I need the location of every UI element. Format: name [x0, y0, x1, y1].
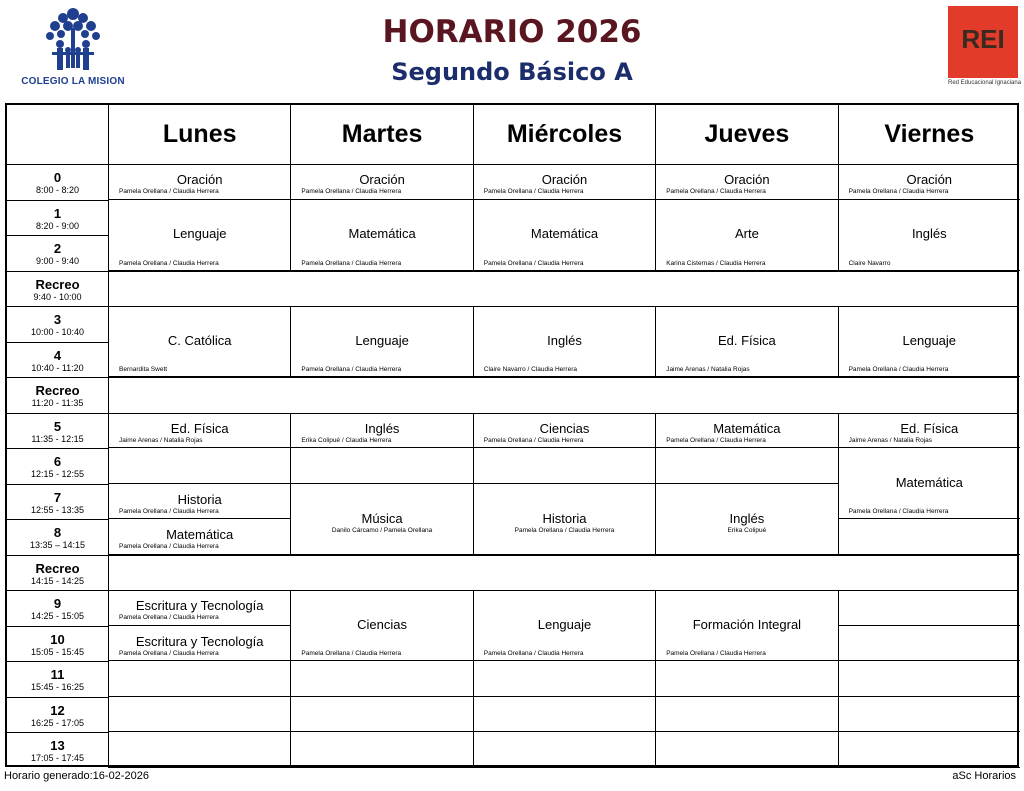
lesson-teacher: Pamela Orellana / Claudia Herrera — [301, 188, 402, 195]
period-number: Recreo — [35, 383, 80, 398]
lesson-teacher: Pamela Orellana / Claudia Herrera — [483, 650, 584, 657]
rei-caption: Red Educacional Ignaciana — [948, 80, 1022, 86]
row-divider — [7, 235, 108, 236]
lesson-cell — [838, 697, 1020, 733]
lesson-cell — [655, 590, 837, 661]
lesson-cell — [108, 413, 290, 449]
lesson-subject: Escritura y Tecnología — [135, 633, 264, 649]
period-time: 12:15 - 12:55 — [30, 469, 85, 479]
lesson-subject: Inglés — [911, 226, 947, 241]
lesson-cell — [290, 306, 472, 377]
lesson-cell — [473, 448, 655, 484]
lesson-subject: Oración — [176, 172, 223, 187]
lesson-teacher: Pamela Orellana / Claudia Herrera — [119, 614, 219, 621]
period-number: 4 — [53, 347, 62, 363]
lesson-teacher: Pamela Orellana / Claudia Herrera — [666, 650, 766, 657]
lesson-teacher: Pamela Orellana / Claudia Herrera — [119, 543, 219, 550]
lesson-cell — [473, 484, 655, 555]
lesson-subject: C. Católica — [167, 332, 232, 348]
lesson-cell — [290, 661, 472, 697]
lesson-subject: Arte — [734, 226, 759, 241]
lesson-cell — [838, 661, 1020, 697]
lesson-cell — [473, 732, 655, 768]
lesson-cell — [290, 164, 472, 200]
lesson-teacher: Jaime Arenas / Natalia Rojas — [666, 366, 750, 373]
period-number: 1 — [53, 205, 62, 221]
lesson-subject: Matemática — [348, 226, 416, 241]
lesson-teacher: Pamela Orellana / Claudia Herrera — [483, 188, 584, 195]
lesson-cell — [655, 661, 837, 697]
lesson-subject: Formación Integral — [692, 616, 802, 632]
lesson-teacher: Pamela Orellana / Claudia Herrera — [119, 507, 219, 515]
lesson-teacher: Jaime Arenas / Natalia Rojas — [119, 436, 203, 444]
recess-divider — [108, 377, 1017, 378]
lesson-teacher: Pamela Orellana / Claudia Herrera — [483, 259, 584, 267]
period-time: 8:20 - 9:00 — [35, 220, 80, 231]
row-divider — [7, 200, 108, 201]
period-number: 9 — [53, 596, 62, 611]
lesson-teacher: Bernardita Swett — [119, 366, 168, 373]
lesson-teacher: Pamela Orellana / Claudia Herrera — [848, 508, 949, 515]
lesson-subject: Ed. Física — [717, 332, 776, 348]
period-label — [7, 200, 108, 236]
day-header-2: Miércoles — [473, 105, 655, 164]
period-time: 16:25 - 17:05 — [30, 717, 85, 728]
lesson-cell — [290, 590, 472, 661]
lesson-subject: Oración — [541, 172, 588, 187]
lesson-cell — [108, 200, 290, 271]
lesson-teacher: Erika Colipué / Claudia Herrera — [301, 436, 392, 444]
lesson-cell — [108, 626, 290, 662]
lesson-subject: Matemática — [166, 527, 234, 542]
lesson-subject: Ed. Física — [900, 420, 959, 436]
lesson-cell — [108, 661, 290, 697]
lesson-subject: Matemática — [713, 420, 781, 436]
lesson-cell — [108, 590, 290, 626]
lesson-cell — [655, 484, 837, 555]
period-label — [7, 413, 108, 449]
period-number: 6 — [53, 454, 62, 469]
day-header-0: Lunes — [108, 105, 290, 164]
lesson-cell — [290, 484, 472, 555]
lesson-cell — [838, 164, 1020, 200]
lesson-cell — [108, 519, 290, 555]
lesson-subject: Inglés — [729, 511, 765, 526]
lesson-subject: Historia — [177, 491, 222, 507]
lesson-teacher: Pamela Orellana / Claudia Herrera — [848, 366, 949, 373]
period-number: Recreo — [35, 560, 80, 576]
lesson-cell — [290, 413, 472, 449]
row-divider — [7, 448, 108, 449]
period-label — [7, 377, 108, 413]
lesson-cell — [838, 306, 1020, 377]
period-time: 11:20 - 11:35 — [31, 398, 84, 408]
lesson-cell — [655, 413, 837, 449]
row-divider — [7, 697, 108, 698]
period-label — [7, 661, 108, 697]
period-number: 13 — [50, 738, 65, 753]
lesson-teacher: Pamela Orellana / Claudia Herrera — [666, 436, 766, 444]
lesson-cell — [473, 661, 655, 697]
lesson-teacher: Jaime Arenas / Natalia Rojas — [848, 436, 933, 444]
lesson-teacher: Erika Colipué — [727, 527, 767, 534]
lesson-cell — [838, 448, 1020, 519]
period-time: 15:45 - 16:25 — [30, 682, 85, 692]
period-label — [7, 590, 108, 626]
period-label — [7, 164, 108, 200]
row-divider — [7, 732, 108, 733]
lesson-cell — [290, 448, 472, 484]
recess-divider — [108, 555, 1017, 556]
rei-logo — [948, 6, 1020, 90]
lesson-subject: Lenguaje — [537, 616, 592, 632]
lesson-cell — [473, 697, 655, 733]
lesson-subject: Lenguaje — [355, 332, 409, 348]
lesson-cell — [473, 164, 655, 200]
period-number: 7 — [53, 489, 62, 505]
lesson-subject: Inglés — [364, 420, 400, 436]
period-number: 5 — [53, 418, 62, 434]
period-time: 8:00 - 8:20 — [35, 185, 80, 195]
row-divider — [7, 626, 108, 627]
lesson-cell — [655, 697, 837, 733]
period-label — [7, 342, 108, 378]
generated-date: Horario generado:16-02-2026 — [4, 770, 149, 782]
lesson-teacher: Danilo Cárcamo / Pamela Orellana — [331, 527, 433, 534]
period-label — [7, 732, 108, 768]
period-label — [7, 626, 108, 662]
day-header-1: Martes — [290, 105, 472, 164]
page-subtitle: Segundo Básico A — [391, 58, 633, 86]
lesson-cell — [108, 448, 290, 484]
period-label — [7, 484, 108, 520]
lesson-cell — [838, 413, 1020, 449]
period-time: 14:15 - 14:25 — [30, 575, 85, 586]
lesson-cell — [838, 200, 1020, 271]
period-time: 10:00 - 10:40 — [30, 327, 85, 337]
period-number: 12 — [50, 702, 65, 718]
row-divider — [7, 342, 108, 343]
timetable-grid — [5, 103, 1019, 767]
row-divider — [7, 484, 108, 485]
lesson-cell — [655, 732, 837, 768]
period-number: 11 — [50, 667, 65, 682]
row-divider — [7, 271, 108, 272]
lesson-subject: Escritura y Tecnología — [135, 598, 264, 613]
lesson-cell — [655, 306, 837, 377]
school-name: COLEGIO LA MISION — [21, 76, 125, 87]
lesson-cell — [108, 164, 290, 200]
lesson-subject: Lenguaje — [902, 332, 957, 348]
period-label — [7, 697, 108, 733]
period-number: 3 — [53, 312, 62, 327]
lesson-teacher: Pamela Orellana / Claudia Herrera — [301, 650, 402, 657]
lesson-cell — [290, 200, 472, 271]
lesson-teacher: Pamela Orellana / Claudia Herrera — [514, 527, 615, 534]
period-time: 17:05 - 17:45 — [30, 753, 85, 763]
lesson-cell — [838, 626, 1020, 662]
lesson-cell — [473, 413, 655, 449]
period-time: 14:25 - 15:05 — [30, 611, 85, 621]
lesson-subject: Música — [361, 511, 403, 526]
rei-logo-text: REI — [961, 24, 1005, 54]
lesson-cell — [108, 697, 290, 733]
lesson-teacher: Claire Navarro / Claudia Herrera — [483, 366, 577, 373]
lesson-subject: Ed. Física — [170, 420, 229, 436]
lesson-subject: Ciencias — [357, 616, 408, 632]
period-label — [7, 448, 108, 484]
lesson-cell — [108, 306, 290, 377]
lesson-cell — [473, 306, 655, 377]
lesson-subject: Lenguaje — [172, 226, 227, 241]
period-label — [7, 235, 108, 271]
software-credit: aSc Horarios — [952, 770, 1016, 782]
period-time: 15:05 - 15:45 — [30, 646, 85, 657]
lesson-teacher: Pamela Orellana / Claudia Herrera — [119, 649, 219, 657]
period-number: 0 — [53, 170, 62, 185]
lesson-teacher: Pamela Orellana / Claudia Herrera — [119, 188, 219, 195]
row-divider — [7, 555, 108, 556]
period-label — [7, 271, 108, 307]
lesson-teacher: Pamela Orellana / Claudia Herrera — [483, 436, 584, 444]
lesson-cell — [108, 732, 290, 768]
lesson-cell — [655, 164, 837, 200]
row-divider — [7, 519, 108, 520]
lesson-teacher: Pamela Orellana / Claudia Herrera — [301, 259, 402, 267]
page-title: HORARIO 2026 — [382, 14, 642, 50]
lesson-cell — [473, 590, 655, 661]
lesson-subject: Matemática — [530, 226, 599, 241]
lesson-cell — [290, 697, 472, 733]
lesson-cell — [838, 519, 1020, 555]
lesson-cell — [838, 590, 1020, 626]
lesson-subject: Matemática — [895, 474, 963, 490]
lesson-teacher: Pamela Orellana / Claudia Herrera — [848, 188, 949, 195]
period-time: 13:35 – 14:15 — [29, 540, 86, 550]
lesson-subject: Oración — [359, 172, 405, 187]
lesson-teacher: Pamela Orellana / Claudia Herrera — [301, 366, 402, 373]
day-header-3: Jueves — [655, 105, 837, 164]
lesson-subject: Oración — [724, 172, 770, 187]
day-header-4: Viernes — [838, 105, 1020, 164]
period-time: 12:55 - 13:35 — [30, 504, 85, 515]
lesson-cell — [655, 200, 837, 271]
period-time: 9:00 - 9:40 — [35, 256, 80, 266]
row-divider — [7, 661, 108, 662]
lesson-teacher: Claire Navarro — [848, 259, 891, 267]
period-time: 9:40 - 10:00 — [33, 291, 82, 302]
period-time: 11:35 - 12:15 — [31, 433, 84, 444]
lesson-teacher: Pamela Orellana / Claudia Herrera — [119, 259, 219, 267]
lesson-teacher: Karina Cisternas / Claudia Herrera — [666, 259, 766, 267]
lesson-subject: Inglés — [547, 332, 582, 348]
period-number: 8 — [53, 525, 62, 540]
lesson-cell — [473, 200, 655, 271]
period-number: 2 — [53, 241, 62, 256]
recess-divider — [108, 271, 1017, 272]
lesson-teacher: Pamela Orellana / Claudia Herrera — [666, 188, 766, 195]
period-number: Recreo — [35, 276, 80, 292]
row-divider — [7, 306, 108, 307]
row-divider — [7, 413, 108, 414]
lesson-cell — [655, 448, 837, 484]
lesson-cell — [290, 732, 472, 768]
lesson-subject: Historia — [542, 511, 587, 526]
period-label — [7, 519, 108, 555]
period-label — [7, 555, 108, 591]
row-divider — [7, 590, 108, 591]
row-divider — [7, 377, 108, 378]
lesson-subject: Ciencias — [539, 420, 590, 436]
period-label — [7, 306, 108, 342]
period-number: 10 — [50, 631, 65, 647]
period-time: 10:40 - 11:20 — [31, 362, 84, 373]
lesson-cell — [838, 732, 1020, 768]
lesson-cell — [108, 484, 290, 520]
lesson-subject: Oración — [906, 172, 953, 187]
